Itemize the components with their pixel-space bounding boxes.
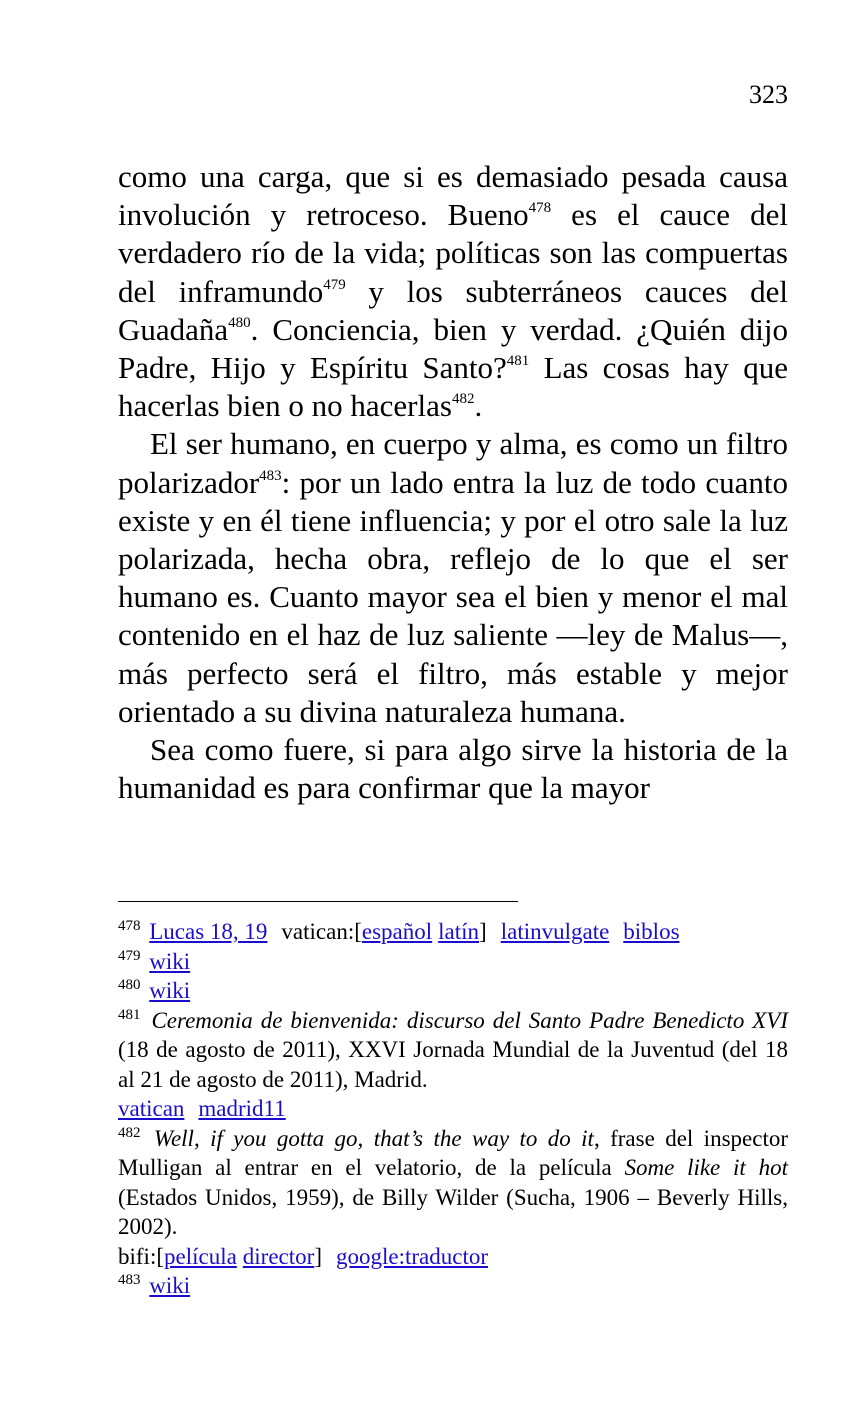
footnote-ref-478: 478	[528, 200, 552, 217]
paragraph-1	[118, 158, 788, 425]
link-vatican[interactable]: vatican	[118, 1096, 185, 1121]
footnote-ref-483: 483	[259, 467, 282, 484]
footnote-number: 478	[118, 918, 141, 934]
footnote-480	[118, 976, 788, 1006]
text-run: como una carga, que si es demasiado pesada causa involución y retroceso. Bueno	[118, 159, 788, 233]
footnote-478	[118, 917, 788, 947]
paragraph-3	[118, 731, 788, 807]
link-wiki[interactable]: wiki	[149, 1273, 191, 1298]
footnote-479	[118, 947, 788, 977]
footnote-481-links	[118, 1094, 788, 1124]
link-pelicula[interactable]: película	[164, 1243, 237, 1269]
text-run: es el cauce del verdadero río de la vida; políticas son las compuertas del inframundo	[118, 197, 788, 309]
text-run: .	[474, 388, 483, 424]
footnote-ref-479: 479	[323, 276, 346, 293]
speech-title: Ceremonia de bienvenida: discurso del Santo Padre Benedicto XVI	[151, 1007, 789, 1033]
quote-italic: Well, if you gotta go, that’s the way to do it	[153, 1125, 594, 1151]
footnote-number: 480	[118, 977, 141, 993]
page-number: 323	[749, 80, 788, 109]
footnote-ref-482: 482	[451, 391, 475, 408]
link-lucas[interactable]: Lucas 18, 19	[149, 919, 268, 944]
vatican-prefix: vatican:[	[281, 919, 362, 944]
link-latinvulgate[interactable]: latinvulgate	[500, 919, 610, 944]
footnote-483	[118, 1271, 788, 1301]
film-title: Some like it hot	[624, 1155, 788, 1180]
text-run: El ser humano, en cuerpo y alma, es como un filtro polarizador	[118, 426, 788, 500]
link-madrid11[interactable]: madrid11	[198, 1096, 286, 1121]
footnote-number: 483	[118, 1272, 141, 1288]
footnote-number: 479	[118, 947, 141, 964]
bracket-close: ]	[314, 1243, 322, 1269]
link-wiki[interactable]: wiki	[149, 948, 191, 974]
footnote-number: 481	[118, 1006, 141, 1023]
paragraph-2	[118, 425, 788, 731]
footnote-text: (18 de agosto de 2011), XXVI Jornada Mundial de la Juventud (del 18 al 21 de agosto de 2011), Madrid.	[118, 1037, 788, 1092]
text-run: . Conciencia, bien y verdad. ¿Quién dijo Padre, Hijo y Espíritu Santo?	[118, 311, 788, 386]
footnote-ref-481: 481	[506, 353, 530, 370]
footnote-482-links	[118, 1242, 788, 1272]
text-run: Sea como fuere, si para algo sirve la historia de la humanidad es para confirmar que la mayor	[118, 732, 788, 806]
footnote-481	[118, 1006, 788, 1095]
footnote-482	[118, 1124, 788, 1242]
footnote-separator	[118, 901, 518, 902]
bifi-prefix: bifi:[	[118, 1243, 164, 1269]
link-google-traductor[interactable]: google:traductor	[335, 1243, 488, 1269]
footnote-ref-480: 480	[228, 314, 251, 331]
link-biblos[interactable]: biblos	[623, 919, 680, 944]
text-run: : por un lado entra la luz de todo cuanto existe y en él tiene influencia; y por el otro sale la luz polarizada, hecha obra, reflejo de lo que el ser humano es. Cuanto mayor sea el bien y menor el mal contenido en el haz de luz saliente ―ley de Malus―, más perfecto será el filtro, más estable y mejor orientado a su divina naturaleza humana.	[118, 464, 788, 729]
footnote-text: (Estados Unidos, 1959), de Billy Wilder (Sucha, 1906 – Beverly Hills, 2002).	[118, 1184, 788, 1239]
body-text	[118, 158, 788, 807]
text-run: Las cosas hay que hacerlas bien o no hacerlas	[118, 350, 788, 424]
footnote-text: , frase del inspector Mulligan al entrar en el velatorio, de la película	[118, 1125, 788, 1180]
footnotes	[118, 917, 788, 1301]
link-espanol[interactable]: español	[361, 919, 433, 944]
text-run: y los subterráneos cauces del Guadaña	[118, 273, 788, 347]
link-latin[interactable]: latín	[438, 919, 480, 944]
footnote-number: 482	[118, 1124, 141, 1141]
link-wiki[interactable]: wiki	[149, 978, 191, 1003]
link-director[interactable]: director	[242, 1243, 315, 1269]
bracket-close: ]	[479, 919, 487, 944]
